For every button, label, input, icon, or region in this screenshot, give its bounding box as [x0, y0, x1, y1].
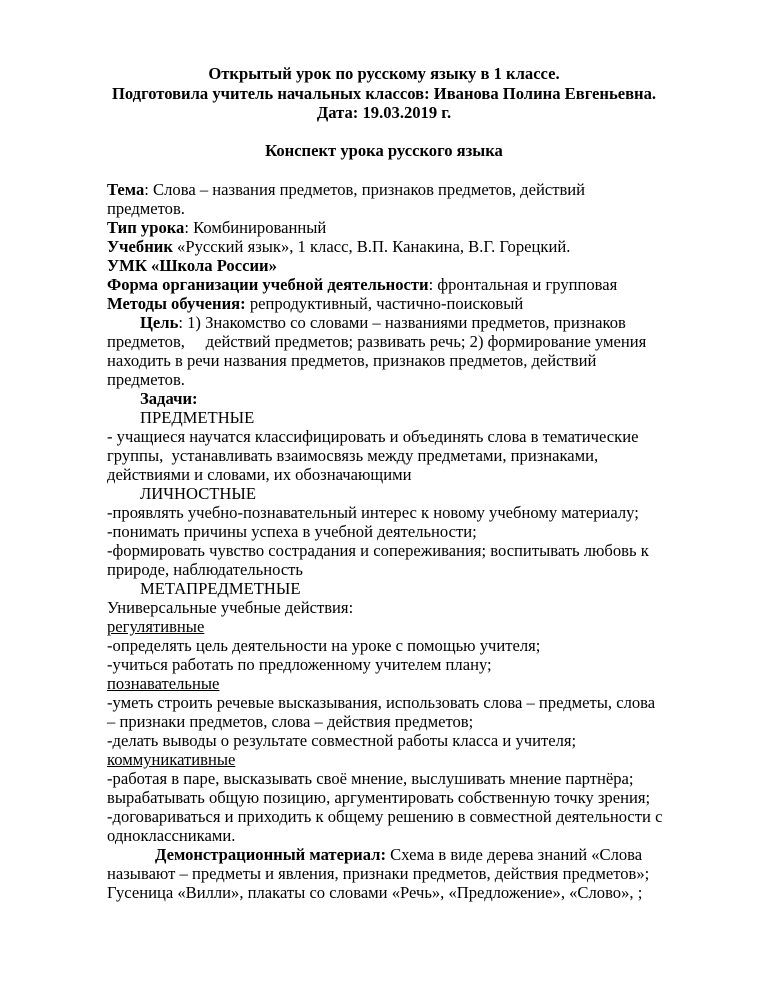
cel-line-3: находить в речи названия предметов, признаков предметов, действий	[107, 351, 597, 370]
predmetnye-heading: ПРЕДМЕТНЫЕ	[140, 408, 255, 427]
lichnostnye-heading: ЛИЧНОСТНЫЕ	[140, 484, 256, 503]
regulyativnye-line: -определять цель деятельности на уроке с помощью учителя;	[107, 636, 541, 655]
regulyativnye-label: регулятивные	[107, 617, 205, 636]
tema-line-2: предметов.	[107, 199, 185, 218]
cel-line-2: предметов, действий предметов; развивать речь; 2) формирование умения	[107, 332, 647, 351]
cel-label: Цель	[140, 313, 179, 332]
poznavatelnye-line: -уметь строить речевые высказывания, использовать слова – предметы, слова	[107, 693, 656, 712]
uchebnik-line	[107, 237, 747, 256]
cel-line-4: предметов.	[107, 370, 185, 389]
tema-line	[107, 180, 747, 199]
demo-line-2: называют – предметы и явления, признаки предметов, действия предметов»;	[107, 864, 650, 883]
forma-text: : фронтальная и групповая	[428, 275, 618, 294]
demo-text: Схема в виде дерева знаний «Слова	[386, 845, 643, 864]
header-lesson-line: Открытый урок по русскому языку в 1 классе.	[208, 64, 560, 83]
kommunikativnye-line: вырабатывать общую позицию, аргументировать собственную точку зрения;	[107, 788, 651, 807]
tasks-heading	[140, 389, 768, 408]
metapredmetnye-heading: МЕТАПРЕДМЕТНЫЕ	[140, 579, 301, 598]
predmetnye-line: - учащиеся научатся классифицировать и объединять слова в тематические	[107, 427, 639, 446]
kommunikativnye-heading	[107, 750, 747, 769]
demo-label: Демонстрационный материал:	[155, 845, 387, 864]
umk-label: УМК «Школа России»	[107, 256, 277, 275]
tema-text: : Слова – названия предметов, признаков предметов, действий	[144, 180, 586, 199]
demo-line	[155, 845, 768, 864]
poznavatelnye-line: -делать выводы о результате совместной работы класса и учителя;	[107, 731, 577, 750]
kommunikativnye-label: коммуникативные	[107, 750, 236, 769]
metody-line	[107, 294, 747, 313]
metody-label: Методы обучения:	[107, 294, 246, 313]
lichnostnye-line: -проявлять учебно-познавательный интерес к новому учебному материалу;	[107, 503, 639, 522]
tip-text: : Комбинированный	[184, 218, 327, 237]
regulyativnye-line: -учиться работать по предложенному учителем плану;	[107, 655, 492, 674]
metody-text: репродуктивный, частично-поисковый	[245, 294, 524, 313]
tema-label: Тема	[107, 180, 145, 199]
poznavatelnye-label: познавательные	[107, 674, 220, 693]
umk-line	[107, 256, 747, 275]
predmetnye-line: действиями и словами, их обозначающими	[107, 465, 412, 484]
kommunikativnye-line: одноклассниками.	[107, 826, 236, 845]
kommunikativnye-line: -работая в паре, высказывать своё мнение, выслушивать мнение партнёра;	[107, 769, 634, 788]
regulyativnye-heading	[107, 617, 747, 636]
tip-label: Тип урока	[107, 218, 185, 237]
header-date-line: Дата: 19.03.2019 г.	[316, 103, 452, 122]
poznavatelnye-heading	[107, 674, 747, 693]
uud-line: Универсальные учебные действия:	[107, 598, 354, 617]
uchebnik-label: Учебник	[107, 237, 173, 256]
forma-line	[107, 275, 747, 294]
cel-line	[140, 313, 768, 332]
uchebnik-text: «Русский язык», 1 класс, В.П. Канакина, В.Г. Горецкий.	[172, 237, 571, 256]
tip-line	[107, 218, 747, 237]
demo-line-3: Гусеница «Вилли», плакаты со словами «Речь», «Предложение», «Слово», ;	[107, 883, 643, 902]
poznavatelnye-line: – признаки предметов, слова – действия предметов;	[107, 712, 474, 731]
lichnostnye-line: -формировать чувство сострадания и сопереживания; воспитывать любовь к	[107, 541, 649, 560]
cel-text: : 1) Знакомство со словами – названиями предметов, признаков	[178, 313, 626, 332]
kommunikativnye-line: -договариваться и приходить к общему решению в совместной деятельности с	[107, 807, 663, 826]
predmetnye-line: группы, устанавливать взаимосвязь между предметами, признаками,	[107, 446, 599, 465]
forma-label: Форма организации учебной деятельности	[107, 275, 429, 294]
header-teacher-line: Подготовила учитель начальных классов: Иванова Полина Евгеньевна.	[111, 84, 657, 103]
lichnostnye-line: природе, наблюдательность	[107, 560, 304, 579]
document-title: Конспект урока русского языка	[265, 141, 503, 160]
tasks-label: Задачи:	[140, 389, 198, 408]
lichnostnye-line: -понимать причины успеха в учебной деятельности;	[107, 522, 477, 541]
